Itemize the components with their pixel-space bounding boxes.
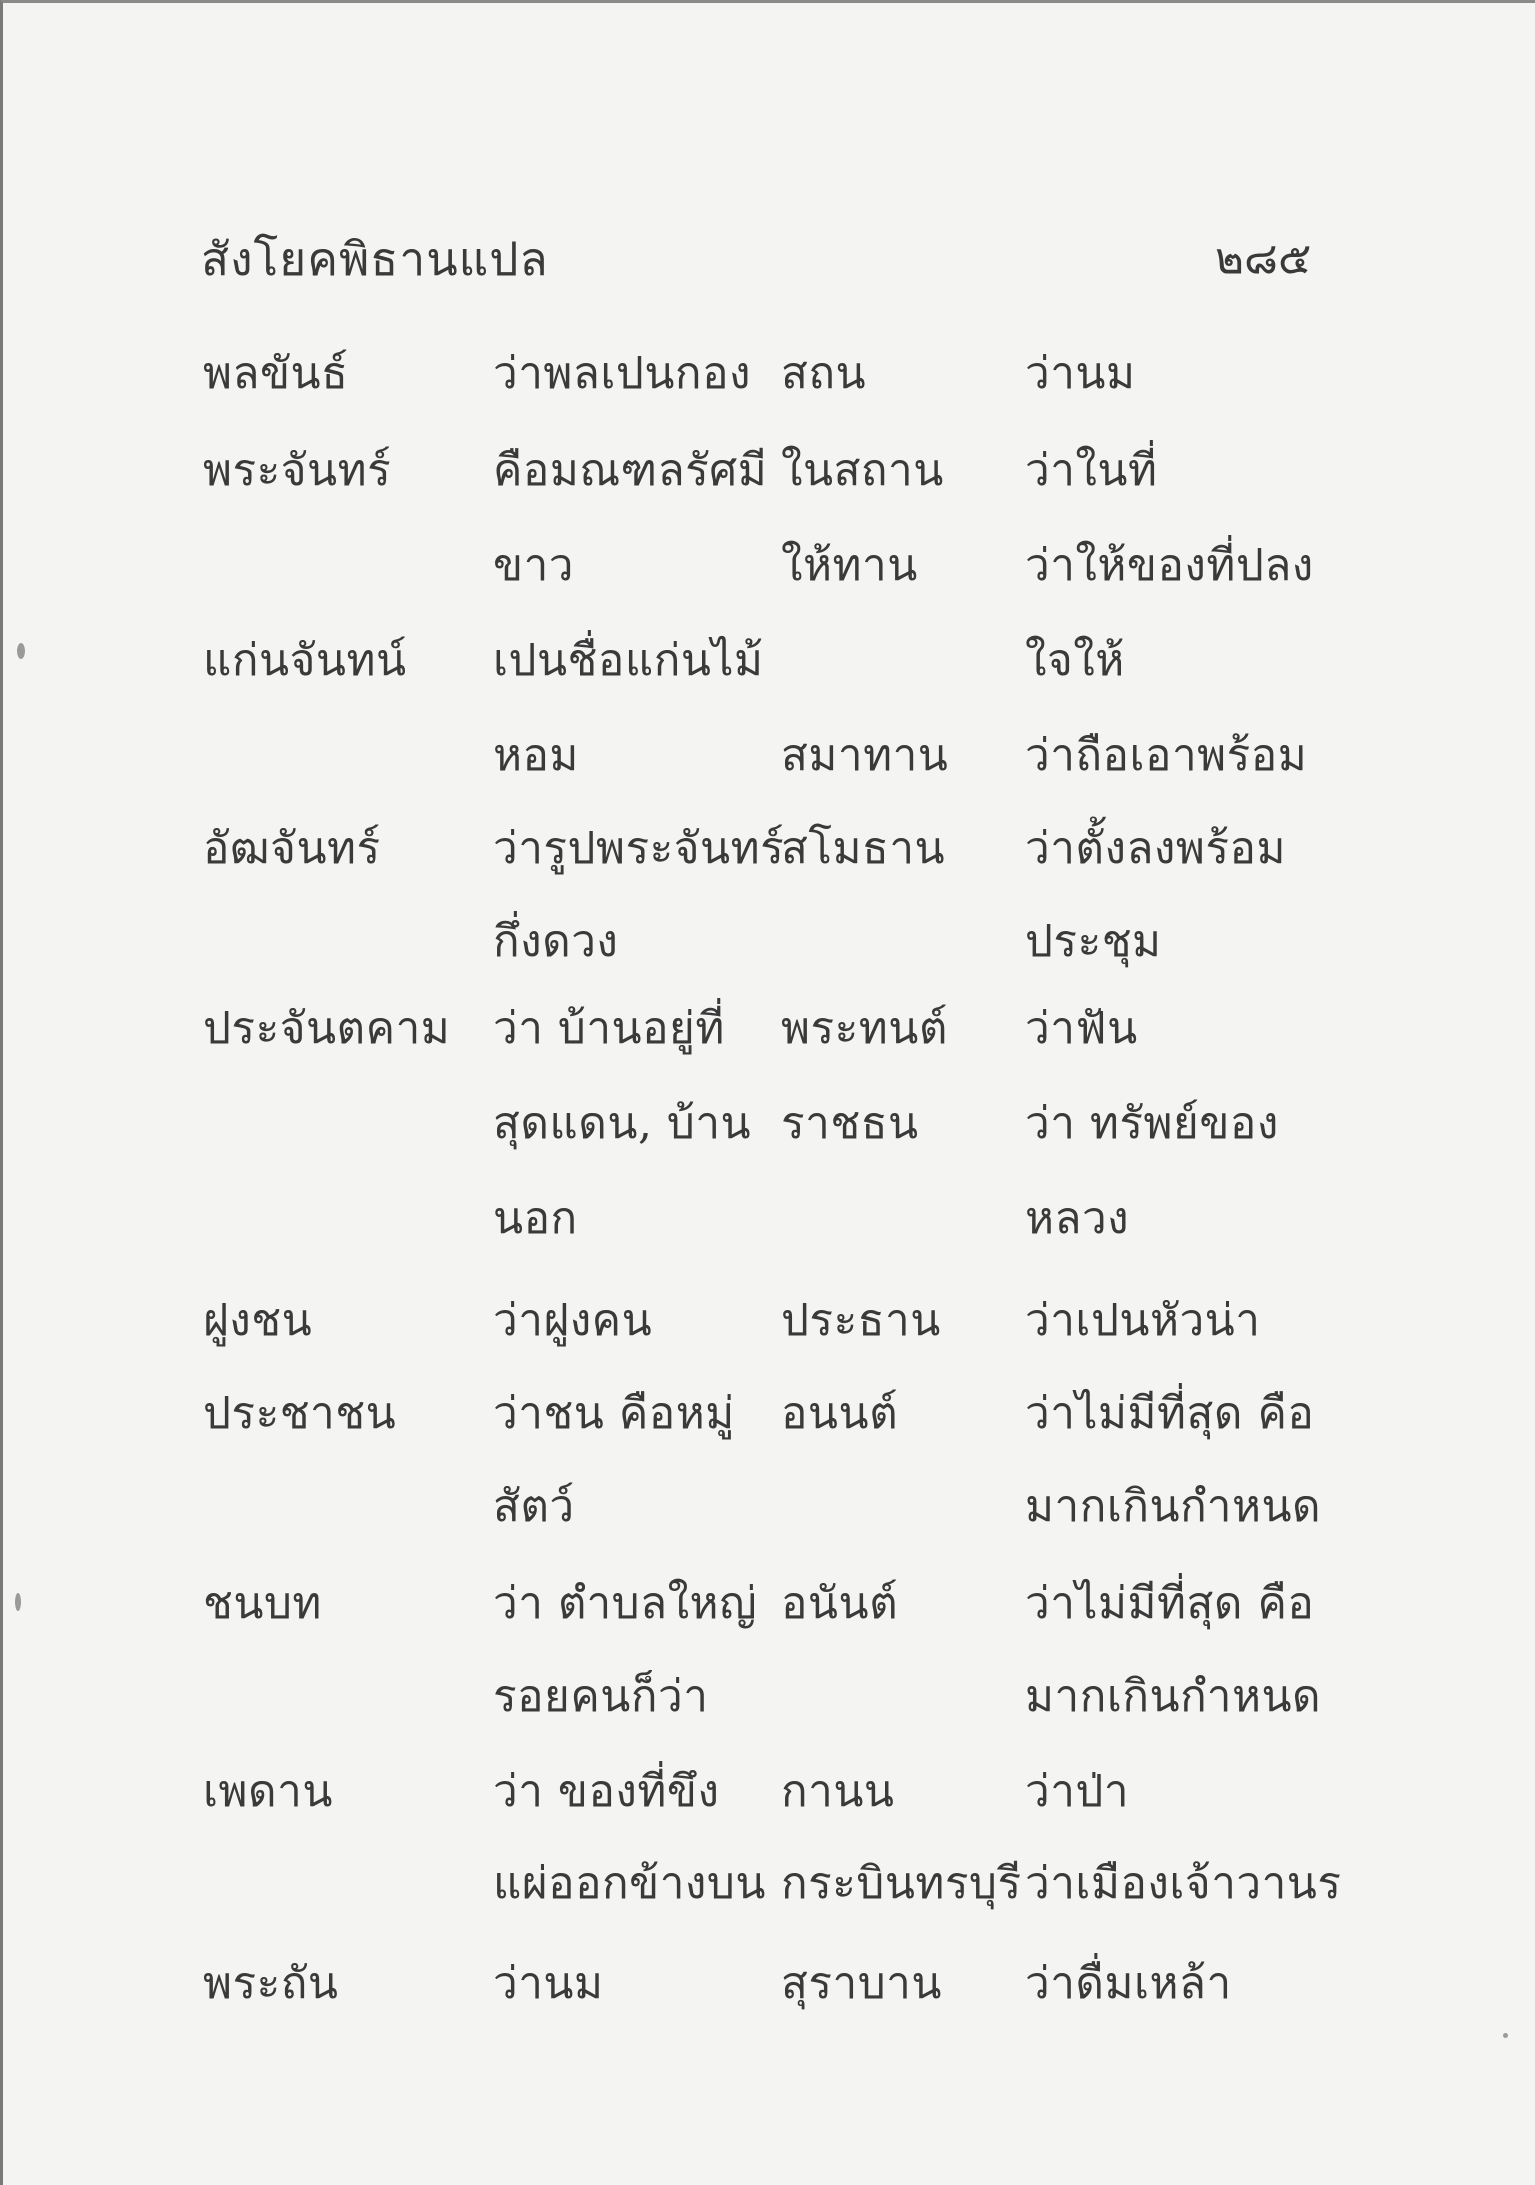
meaning-cell: ว่าถือเอาพร้อม — [1025, 730, 1308, 781]
term-cell: ประจันตคาม — [203, 1003, 451, 1054]
meaning-cell: ว่านม — [493, 1958, 604, 2009]
term-cell: แก่นจันทน์ — [203, 635, 407, 686]
term-cell: กานน — [781, 1766, 895, 1817]
meaning-cell: หอม — [493, 730, 579, 781]
term-cell: กระบินทรบุรี — [781, 1858, 1022, 1909]
meaning-cell: รอยคนก็ว่า — [493, 1671, 709, 1722]
meaning-cell: มากเกินกำหนด — [1025, 1481, 1322, 1532]
term-cell: ราชธน — [781, 1098, 919, 1149]
term-cell: ฝูงชน — [203, 1295, 313, 1346]
term-cell: พลขันธ์ — [203, 348, 349, 399]
term-cell: เพดาน — [203, 1766, 333, 1817]
paper-speck — [1503, 2033, 1508, 2038]
paper-speck — [15, 1593, 21, 1611]
page-header-title: สังโยคพิธานแปล — [201, 232, 549, 286]
meaning-cell: สุดแดน, บ้าน — [493, 1098, 752, 1149]
meaning-cell: ว่าฝูงคน — [493, 1295, 653, 1346]
term-cell: สโมธาน — [781, 823, 946, 874]
meaning-cell: ว่าเปนหัวน่า — [1025, 1295, 1261, 1346]
meaning-cell: แผ่ออกข้างบน — [493, 1858, 766, 1909]
meaning-cell: ว่าเมืองเจ้าวานร — [1025, 1858, 1342, 1909]
meaning-cell: ว่าดื่มเหล้า — [1025, 1958, 1232, 2009]
meaning-cell: เปนชื่อแก่นไม้ — [493, 635, 764, 686]
term-cell: สถน — [781, 348, 867, 399]
meaning-cell: ว่านม — [1025, 348, 1136, 399]
page-number: ๒๘๕ — [1215, 233, 1312, 284]
meaning-cell: ว่าพลเปนกอง — [493, 348, 751, 399]
term-cell: อนันต์ — [781, 1578, 899, 1629]
meaning-cell: ว่า ทรัพย์ของ — [1025, 1098, 1279, 1149]
meaning-cell: ว่า ของที่ขึง — [493, 1766, 720, 1817]
meaning-cell: ว่า ตำบลใหญ่ — [493, 1578, 758, 1629]
meaning-cell: ขาว — [493, 540, 574, 591]
term-cell: ประชาชน — [203, 1388, 397, 1439]
term-cell: อัฒจันทร์ — [203, 823, 381, 874]
meaning-cell: นอก — [493, 1193, 578, 1244]
term-cell: พระทนต์ — [781, 1003, 948, 1054]
term-cell: พระถัน — [203, 1958, 339, 2009]
meaning-cell: ประชุม — [1025, 916, 1162, 967]
meaning-cell: กึ่งดวง — [493, 916, 619, 967]
term-cell: พระจันทร์ — [203, 445, 392, 496]
meaning-cell: ว่าไม่มีที่สุด คือ — [1025, 1578, 1315, 1629]
paper-speck — [17, 643, 25, 659]
meaning-cell: ว่าให้ของที่ปลง — [1025, 540, 1314, 591]
meaning-cell: หลวง — [1025, 1193, 1130, 1244]
meaning-cell: ว่าป่า — [1025, 1766, 1130, 1817]
meaning-cell: ว่าตั้งลงพร้อม — [1025, 823, 1286, 874]
meaning-cell: สัตว์ — [493, 1481, 575, 1532]
term-cell: สุราบาน — [781, 1958, 942, 2009]
term-cell: อนนต์ — [781, 1388, 899, 1439]
term-cell: ให้ทาน — [781, 540, 918, 591]
term-cell: ในสถาน — [781, 445, 944, 496]
meaning-cell: คือมณฑลรัศมี — [493, 445, 768, 496]
meaning-cell: ว่าชน คือหมู่ — [493, 1388, 735, 1439]
meaning-cell: ว่าไม่มีที่สุด คือ — [1025, 1388, 1315, 1439]
meaning-cell: มากเกินกำหนด — [1025, 1671, 1322, 1722]
meaning-cell: ว่าในที่ — [1025, 445, 1158, 496]
term-cell: สมาทาน — [781, 730, 949, 781]
term-cell: ประธาน — [781, 1295, 941, 1346]
meaning-cell: ว่าฟัน — [1025, 1003, 1138, 1054]
meaning-cell: ใจให้ — [1025, 635, 1125, 686]
term-cell: ชนบท — [203, 1578, 322, 1629]
meaning-cell: ว่ารูปพระจันทร์ — [493, 823, 785, 874]
meaning-cell: ว่า บ้านอยู่ที่ — [493, 1003, 725, 1054]
